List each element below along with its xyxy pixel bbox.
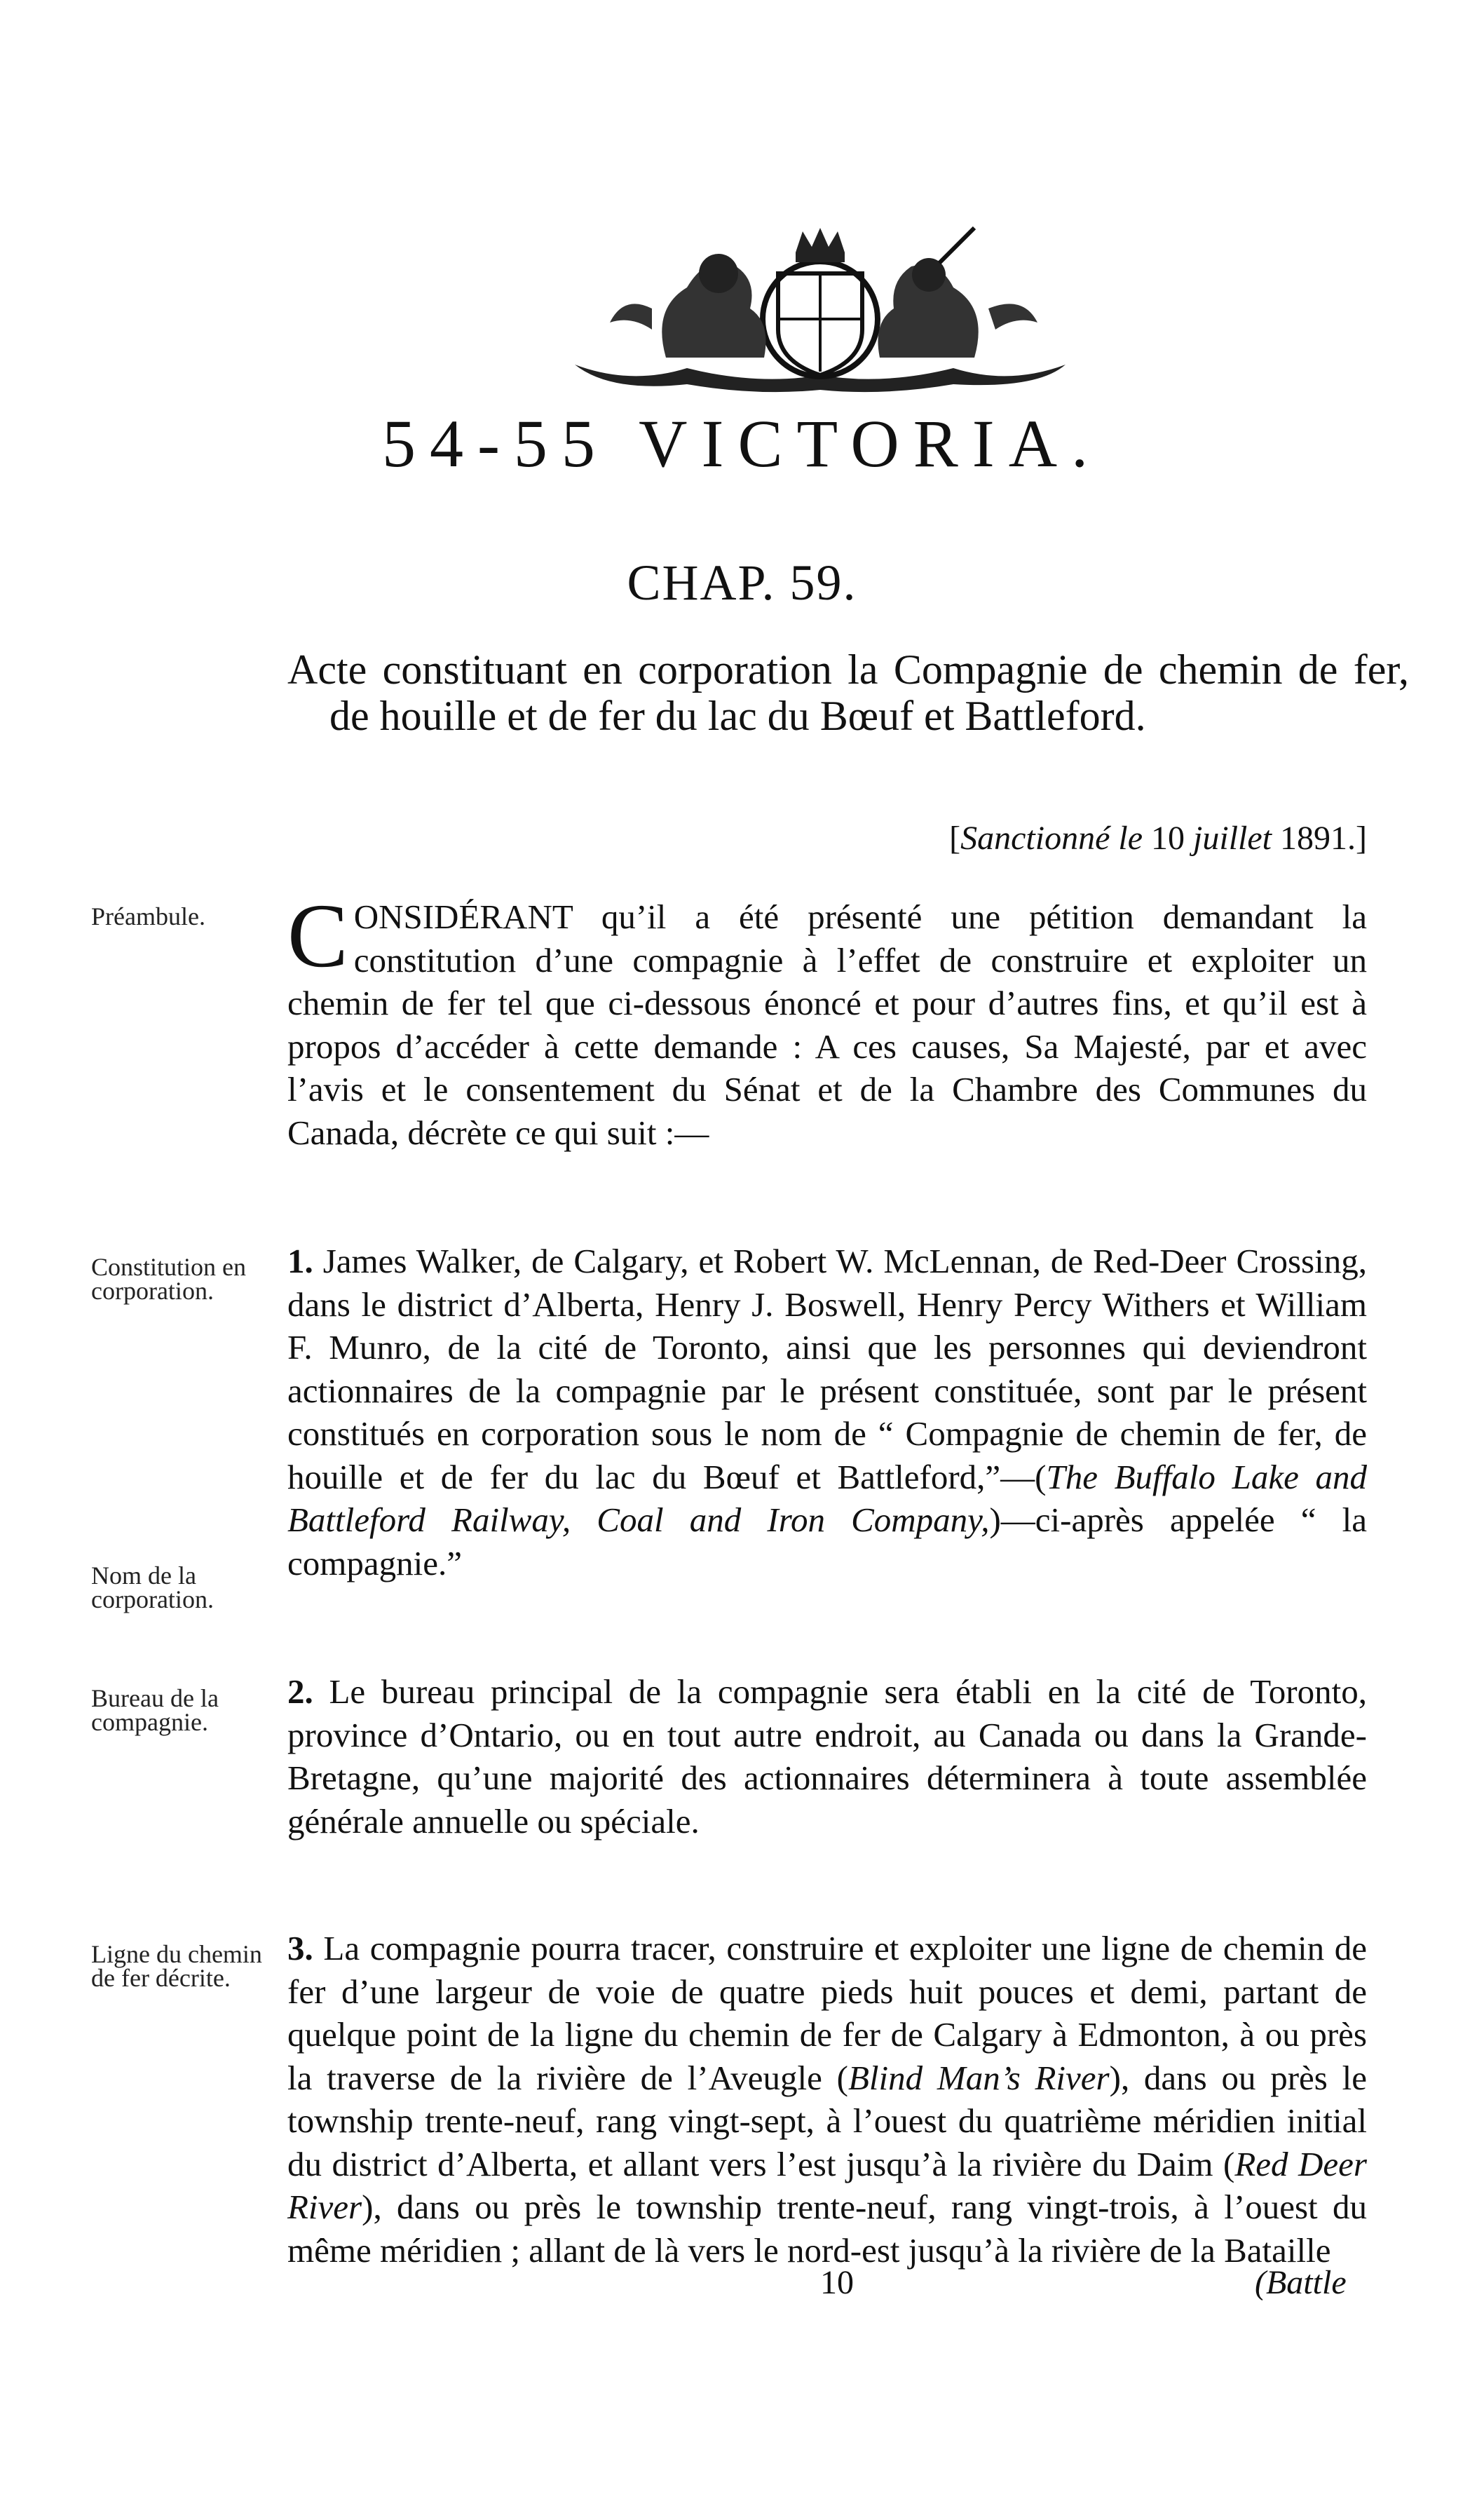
sanction-date: [Sanctionné le 10 juillet 1891.] <box>949 820 1367 857</box>
catchword: (Battle <box>1255 2264 1347 2301</box>
section-1-paragraph: 1. James Walker, de Calgary, et Robert W. McLennan, de Red-Deer Crossing, dans le district d’Alberta, Henry J. Boswell, Henry Percy Withers et William F. Munro, de la cité de Toronto, ainsi que les personnes qui deviendront actionnaires de la compagnie par le présent constituée, sont par le présent constitués en corporation sous le nom de “ Compagnie de chemin de fer, de houille et de fer du lac du Bœuf et Battleford,”—(The Buffalo Lake and Battleford Railway, Coal and Iron Company,)—ci-après appelée “ la compagnie.” <box>287 1242 1367 1583</box>
section-2-paragraph: 2. Le bureau principal de la compagnie sera établi en la cité de Toronto, province d’Ontario, ou en tout autre endroit, au Canada ou dans la Grande-Bretagne, qu’une majorité des actionnaires déterminera à toute assemblée générale annuelle ou spéciale. <box>287 1672 1367 1841</box>
section-3-paragraph: 3. La compagnie pourra tracer, construire et exploiter une ligne de chemin de fer d’une largeur de voie de quatre pieds huit pouces et demi, partant de quelque point de la ligne du chemin de fer de Calgary à Edmonton, à ou près la traverse de la rivière de l’Aveugle (Blind Man’s River), dans ou près le township trente-neuf, rang vingt-sept, à l’ouest du quatrième méridien initial du district d’Alberta, et allant vers l’est jusqu’à la rivière du Daim (Red Deer River), dans ou près le township trente-neuf, rang vingt-trois, à l’ouest du même méridien ; allant de là vers le nord-est jusqu’à la rivière de la Bataille <box>287 1929 1367 2270</box>
reign-heading: 54-55 VICTORIA. <box>381 406 1103 481</box>
margin-note-preamble: Préambule. <box>91 902 205 930</box>
section-number: 1. <box>287 1242 313 1280</box>
chapter-heading: CHAP. 59. <box>627 555 857 611</box>
margin-note-constitution: Constitution en corporation. <box>91 1253 247 1305</box>
act-title: Acte constituant en corporation la Compagnie de chemin de fer, de houille et de fer du lac du Bœuf et Battleford. <box>287 646 1409 739</box>
section-number: 3. <box>287 1929 313 1967</box>
drop-cap: C <box>287 886 348 987</box>
margin-note-name: Nom de la corporation. <box>91 1561 214 1613</box>
section-number: 2. <box>287 1672 313 1711</box>
preamble-paragraph: CONSIDÉRANT qu’il a été présenté une pétition demandant la constitution d’une compagnie à l’effet de construire et exploiter un chemin de fer tel que ci-dessous énoncé et pour d’autres fins, et qu’il est à propos d’accéder à cette demande : A ces causes, Sa Majesté, par et avec l’avis et le consentement du Sénat et de la Chambre des Communes du Canada, décrète ce qui suit :— <box>287 886 1367 1152</box>
margin-note-office: Bureau de la compagnie. <box>91 1684 219 1736</box>
margin-note-line: Ligne du chemin de fer décrite. <box>91 1940 262 1992</box>
royal-coat-of-arms-emblem <box>547 224 1094 393</box>
page-number: 10 <box>820 2264 854 2301</box>
